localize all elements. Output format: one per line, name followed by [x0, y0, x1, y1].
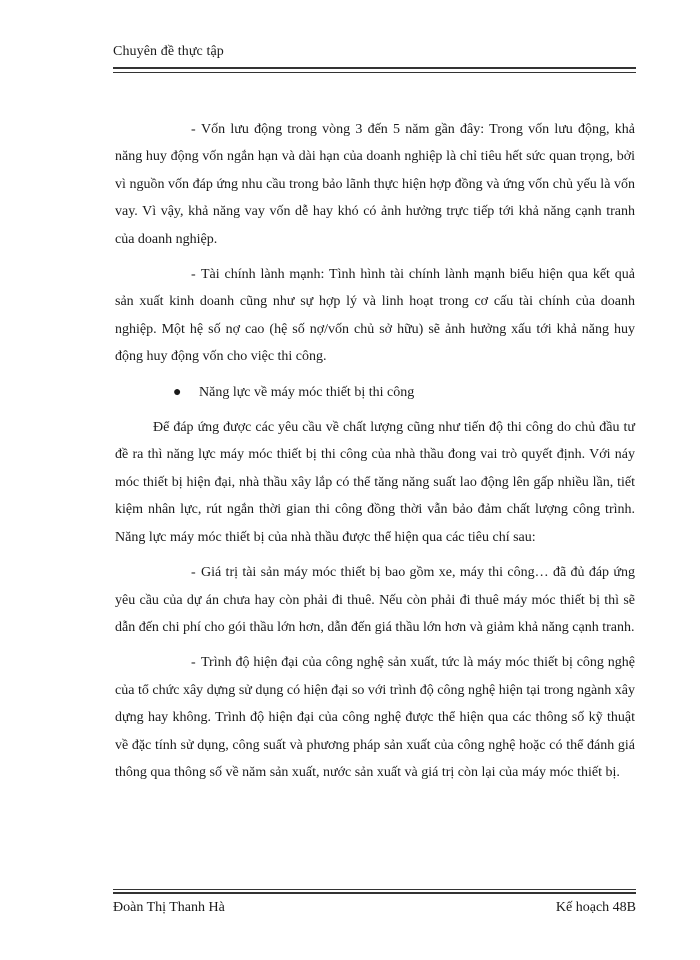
- footer-class-label: Kế hoạch 48B: [555, 900, 636, 915]
- page-header-title: Chuyên đề thực tập: [113, 44, 224, 59]
- header-divider: [113, 67, 636, 73]
- section-heading-equipment: [115, 379, 635, 406]
- document-body: [115, 116, 635, 794]
- paragraph-working-capital: [115, 116, 635, 253]
- dash-marker: -: [191, 122, 196, 137]
- footer-divider: [113, 889, 636, 894]
- paragraph-technology-level: [115, 649, 635, 786]
- paragraph-text: Giá trị tài sản máy móc thiết bị bao gồm xe, máy thi công… đã đủ đáp ứng yêu cầu của dự án chưa hay còn phải đi thuê. Nếu còn phải đi thuê máy móc thiết bị thì sẽ dẫn đến chi phí cho gói thầu lớn hơn, dẫn đến giá thầu lớn hơn và giảm khả năng cạnh tranh.: [115, 565, 635, 635]
- paragraph-text: Trình độ hiện đại của công nghệ sản xuất, tức là máy móc thiết bị công nghệ của tổ chức xây dựng sử dụng có hiện đại so với trình độ công nghệ hiện tại trong ngành xây dựng hay không. Trình độ hiện đại của công nghệ được thể hiện qua các thông số kỹ thuật về đặc tính sử dụng, công suất và phương pháp sản xuất của công nghệ hoặc có thể đánh giá thông qua thông số về năm sản xuất, nước sản xuất và giá trị còn lại của máy móc thiết bị.: [115, 655, 635, 780]
- dash-marker: -: [191, 655, 196, 671]
- paragraph-text: Để đáp ứng được các yêu cầu về chất lượng cũng như tiến độ thi công do chủ đầu tư đề ra thì năng lực máy móc thiết bị thi công của nhà thầu đong vai trò quyết định. Với náy móc thiết bị hiện đại, nhà thầu xây lắp có thể tăng năng suất lao động lên gấp nhiều lần, tiết kiệm nhân lực, rút ngắn thời gian thi công đồng thời vẫn bảo đảm chất lượng công trình. Năng lực máy móc thiết bị của nhà thầu được thể hiện qua các tiêu chí sau:: [115, 420, 635, 545]
- dash-marker: -: [191, 565, 196, 581]
- dash-marker: -: [191, 267, 196, 283]
- paragraph-healthy-finance: [115, 261, 635, 371]
- footer-author: Đoàn Thị Thanh Hà: [113, 900, 225, 915]
- paragraph-text: Vốn lưu động trong vòng 3 đến 5 năm gần đây: Trong vốn lưu động, khả năng huy động vốn ngắn hạn và dài hạn của doanh nghiệp là chỉ tiêu hết sức quan trọng, bởi vì nguồn vốn đáp ứng nhu cầu trong bảo lãnh thực hiện hợp đồng và ứng vốn chủ yếu là vốn vay. Vì vậy, khả năng vay vốn dễ hay khó có ảnh hưởng trực tiếp tới khả năng cạnh tranh của doanh nghiệp.: [115, 122, 635, 247]
- paragraph-equipment-intro: [115, 414, 635, 551]
- bullet-icon: ●: [173, 384, 182, 400]
- paragraph-asset-value: [115, 559, 635, 641]
- paragraph-text: Tài chính lành mạnh: Tình hình tài chính lành mạnh biểu hiện qua kết quả sản xuất kinh doanh cũng như sự hợp lý và linh hoạt trong cơ cấu tài chính của doanh nghiệp. Một hệ số nợ cao (hệ số nợ/vốn chủ sở hữu) sẽ ảnh hưởng xấu tới khả năng huy động huy động vốn cho việc thi công.: [115, 267, 635, 365]
- section-heading-text: Năng lực về máy móc thiết bị thi công: [199, 384, 415, 400]
